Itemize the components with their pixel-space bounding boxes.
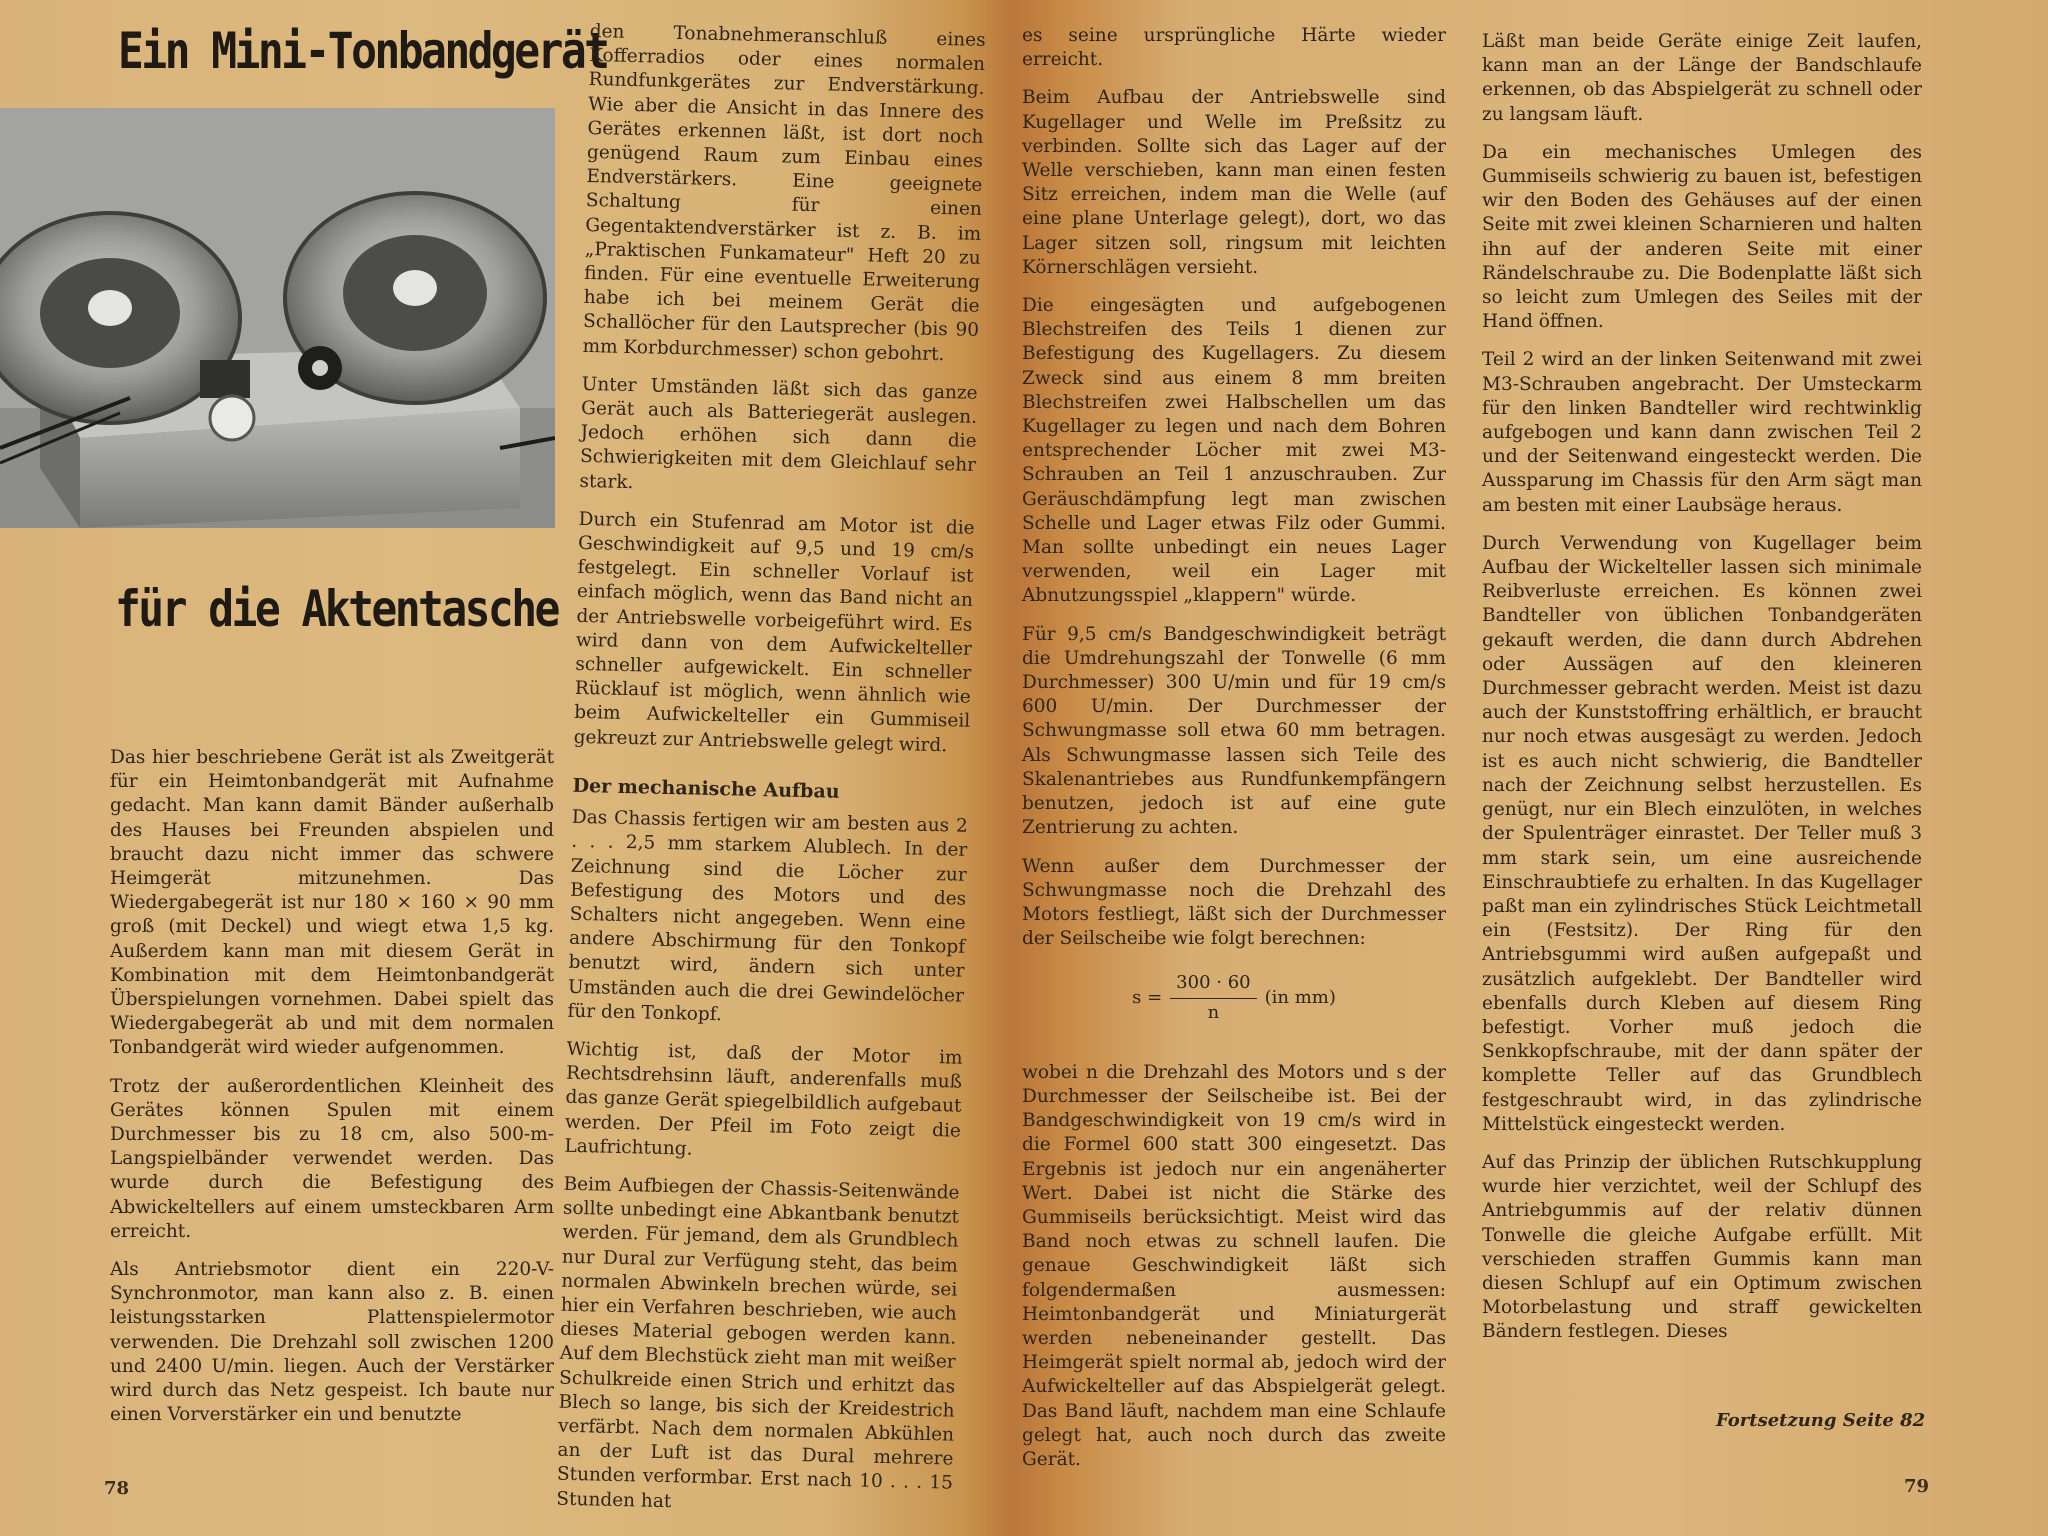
section-heading: Der mechanische Aufbau: [572, 774, 840, 803]
paragraph: Durch ein Stufenrad am Motor ist die Geschwindigkeit auf 9,5 und 19 cm/s festgelegt. Ein schneller Vorlauf ist einfach möglich, wenn das Band nicht an der Antriebswelle vorbeigeführt wird. Es wird dann von dem Aufwickelteller schneller aufgewickelt. Ein schneller Rücklauf ist möglich, wenn ähnlich wie beim Aufwickelteller ein Gummiseil gekreuzt zur Antriebswelle gelegt wird.: [573, 508, 975, 756]
left-column-2: [556, 20, 986, 1534]
formula-fraction: [1170, 971, 1256, 1024]
paragraph: Das hier beschriebene Gerät ist als Zweitgerät für ein Heimtonbandgerät mit Aufnahme gedacht. Man kann damit Bänder außerhalb des Hauses bei Freunden abspielen und braucht dazu nicht immer das schwere Heimgerät mitzunehmen. Das Wiedergabegerät ist nur 180 × 160 × 90 mm groß (mit Deckel) und wiegt etwa 1,5 kg. Außerdem kann man mit diesem Gerät in Kombination mit dem Heimtonbandgerät Überspielungen vornehmen. Dabei spielt das Wiedergabegerät ab und mit dem normalen Tonbandgerät wird wieder aufgenommen.: [110, 747, 554, 1059]
formula-unit: (in mm): [1264, 986, 1336, 1008]
paragraph: Wenn außer dem Durchmesser der Schwungmasse noch die Drehzahl des Motors festliegt, läßt sich der Durchmesser der Seilscheibe wie folgt berechnen:: [1022, 855, 1446, 950]
tape-recorder-illustration: [0, 108, 555, 528]
paragraph: Wichtig ist, daß der Motor im Rechtsdrehsinn läuft, anderenfalls muß das ganze Gerät spiegelbildlich aufgebaut werden. Der Pfeil im Foto zeigt die Laufrichtung.: [564, 1038, 963, 1160]
article-title-line2: für die Aktentasche: [115, 580, 558, 638]
paragraph: Die eingesägten und aufgebogenen Blechstreifen des Teils 1 dienen zur Befestigung des Kugellagers. Zu diesem Zweck sind aus einem 8 mm breiten Blechstreifen zwei Halbschellen um das Kugellager zu legen und nach dem Bohren entsprechender Löcher mit zwei M3-Schrauben an Teil 1 anzuschrauben. Zur Geräuschdämpfung legt man zwischen Schelle und Lager etwas Filz oder Gummi. Man sollte unbedingt ein neues Lager verwenden, weil ein Lager mit Abnutzungsspiel „klappern" würde.: [1022, 295, 1446, 607]
paragraph: wobei n die Drehzahl des Motors und s der Durchmesser der Seilscheibe ist. Bei der Bandgeschwindigkeit von 19 cm/s wird in die Formel 600 statt 300 eingesetzt. Das Ergebnis ist jedoch nur ein angenäherter Wert. Dabei ist nicht die Stärke des Gummiseils berücksichtigt. Meist wird das Band noch etwas zu schnell laufen. Die genaue Geschwindigkeit läßt sich folgendermaßen ausmessen: Heimtonbandgerät und Miniaturgerät werden nebeneinander gestellt. Das Heimgerät spielt normal ab, jedoch wird der Aufwickelteller auf das Abspielgerät gelegt. Das Band läuft, nachdem man eine Schlaufe gelegt hat, auch noch durch das zweite Gerät.: [1022, 1061, 1446, 1470]
paragraph: Beim Aufbau der Antriebswelle sind Kugellager und Welle im Preßsitz zu verbinden. Sollte sich das Lager auf der Welle verschieben, kann man einen festen Sitz erreichen, indem man die Welle (auf eine plane Unterlage gelegt), dort, wo das Lager sitzen soll, ringsum mit leichten Körnerschlägen versieht.: [1022, 87, 1446, 278]
paragraph: den Tonabnehmeranschluß eines Kofferradios oder eines normalen Rundfunkgerätes zur Endverstärkung. Wie aber die Ansicht in das Innere des Gerätes erkennen läßt, ist dort noch genügend Raum zum Einbau eines Endverstärkers. Eine geeignete Schaltung für einen Gegentaktendverstärker ist z. B. im „Praktischen Funkamateur" Heft 20 zu finden. Für eine eventuelle Erweiterung habe ich bei meinem Gerät die Schallöcher für den Lautsprecher (bis 90 mm Korbdurchmesser) schon gebohrt.: [582, 20, 986, 365]
paragraph: Als Antriebsmotor dient ein 220-V-Synchronmotor, man kann also z. B. einen leistungsstarken Plattenspielermotor verwenden. Die Drehzahl soll zwischen 1200 und 2400 U/min. liegen. Auch der Verstärker wird durch das Netz gespeist. Ich baute nur einen Vorverstärker ein und benutzte: [110, 1259, 554, 1426]
tape-recorder-photo: [0, 108, 555, 528]
paragraph: Teil 2 wird an der linken Seitenwand mit zwei M3-Schrauben angebracht. Der Umsteckarm für den linken Bandteller wird rechtwinklig aufgebogen und kann dann zwischen Teil 2 und der Seitenwand eingesteckt werden. Die Aussparung im Chassis für den Arm sägt man am besten mit einer Laubsäge heraus.: [1482, 349, 1922, 516]
paragraph: Unter Umständen läßt sich das ganze Gerät auch als Batteriegerät auslegen. Jedoch erhöhen sich dann die Schwierigkeiten mit dem Gleichlauf sehr stark.: [579, 373, 978, 493]
seilscheibe-formula: [1022, 971, 1446, 1024]
page-number-left: 78: [104, 1478, 130, 1499]
continuation-note: Fortsetzung Seite 82: [1716, 1410, 1926, 1431]
paragraph: Durch Verwendung von Kugellager beim Aufbau der Wickelteller lassen sich minimale Reibverluste erreichen. Es können zwei Bandteller von üblichen Tonbandgeräten gekauft werden, die dann durch Abdrehen oder Aussägen auf den kleineren Durchmesser gebracht werden. Meist ist dazu auch der Kunststoffring erhältlich, er braucht nur noch etwas ausgesägt zu werden. Jedoch ist es auch nicht schwierig, die Bandteller nach der Zeichnung selbst herzustellen. Es genügt, nur ein Blech einzulöten, in welches der Spulenträger einrastet. Der Teller muß 3 mm stark sein, um eine ausreichende Einschraubtiefe zu erhalten. In das Kugellager paßt man ein zylindrisches Stück Leichtmetall ein (Festsitz). Der Ring für den Antriebsgummi wird außen aufgepaßt und zusätzlich aufgeklebt. Der Bandteller wird ebenfalls durch Kleben auf diesem Ring befestigt. Vorher muß jedoch die Senkkopfschraube, mit der dann später der komplette Teller auf das Grundblech festgeschraubt wird, in das zylindrische Mittelstück eingesteckt werden.: [1482, 532, 1922, 1135]
formula-numerator: 300 · 60: [1170, 971, 1256, 998]
right-column-2: [1482, 30, 1922, 1359]
paragraph: Auf das Prinzip der üblichen Rutschkupplung wurde hier verzichtet, weil der Schlupf des Antriebgummis auf der relativ dünnen Tonwelle die gleiche Aufgabe erfüllt. Mit verschieden straffen Gummis kann man diesen Schlupf auf ein Optimum zwischen Motorbelastung und straff gewickelten Bändern festlegen. Dieses: [1482, 1151, 1922, 1343]
left-column-1: [110, 746, 554, 1441]
paragraph: es seine ursprüngliche Härte wieder erreicht.: [1022, 25, 1446, 71]
page-number-right: 79: [1904, 1476, 1930, 1497]
paragraph: Da ein mechanisches Umlegen des Gummiseils schwierig zu bauen ist, befestigen wir den Boden des Gehäuses auf der einen Seite mit zwei kleinen Scharnieren und halten ihn auf der anderen Seite mit einer Rändelschraube zu. Die Bodenplatte läßt sich so leicht zum Umlegen des Seiles mit der Hand öffnen.: [1482, 141, 1922, 333]
paragraph: Für 9,5 cm/s Bandgeschwindigkeit beträgt die Umdrehungszahl der Tonwelle (6 mm Durchmesser) 300 U/min und für 19 cm/s 600 U/min. Der Durchmesser der Schwungmasse soll etwa 60 mm betragen. Als Schwungmasse lassen sich Teile des Skalenantriebes aus Rundfunkempfängern benutzen, jedoch ist auf eine gute Zentrierung zu achten.: [1022, 623, 1446, 839]
article-title-line1: Ein Mini-Tonbandgerät: [118, 22, 608, 80]
formula-denominator: n: [1207, 1001, 1220, 1023]
paragraph: Das Chassis fertigen wir am besten aus 2 . . . 2,5 mm starkem Alublech. In der Zeichnung sind die Löcher zur Befestigung des Motors und des Schalters nicht angegeben. Wenn eine andere Abschirmung für den Tonkopf benutzt wird, ändern sich unter Umständen auch die drei Gewindelöcher für den Tonkopf.: [567, 806, 969, 1025]
right-page: [1000, 0, 2048, 1536]
paragraph: Beim Aufbiegen der Chassis-Seitenwände sollte unbedingt eine Abkantbank benutzt werden. Für jemand, dem als Grundblech nur Dural zur Verfügung steht, das beim normalen Abwinkeln brechen würde, sei hier ein Verfahren beschrieben, wie auch dieses Material gebogen werden kann. Auf dem Blechstück zieht man mit weißer Schulkreide einen Strich und erhitzt das Blech so lange, bis sich der Kreidestrich verfärbt. Nach dem normalen Abkühlen an der Luft ist das Dural mehrere Stunden verformbar. Erst nach 10 . . . 15 Stunden hat: [556, 1173, 960, 1512]
paragraph: Trotz der außerordentlichen Kleinheit des Gerätes können Spulen mit einem Durchmesser bis zu 18 cm, also 500-m-Langspielbänder verwendet werden. Das wurde durch die Befestigung des Abwickeltellers auf einem umsteckbaren Arm erreicht.: [110, 1075, 554, 1242]
right-column-1: [1022, 24, 1446, 1486]
formula-lhs: s =: [1132, 986, 1163, 1008]
paragraph: Läßt man beide Geräte einige Zeit laufen, kann man an der Länge der Bandschlaufe erkennen, ob das Abspielgerät zu schnell oder zu langsam läuft.: [1482, 31, 1922, 125]
left-page: [0, 0, 1000, 1536]
